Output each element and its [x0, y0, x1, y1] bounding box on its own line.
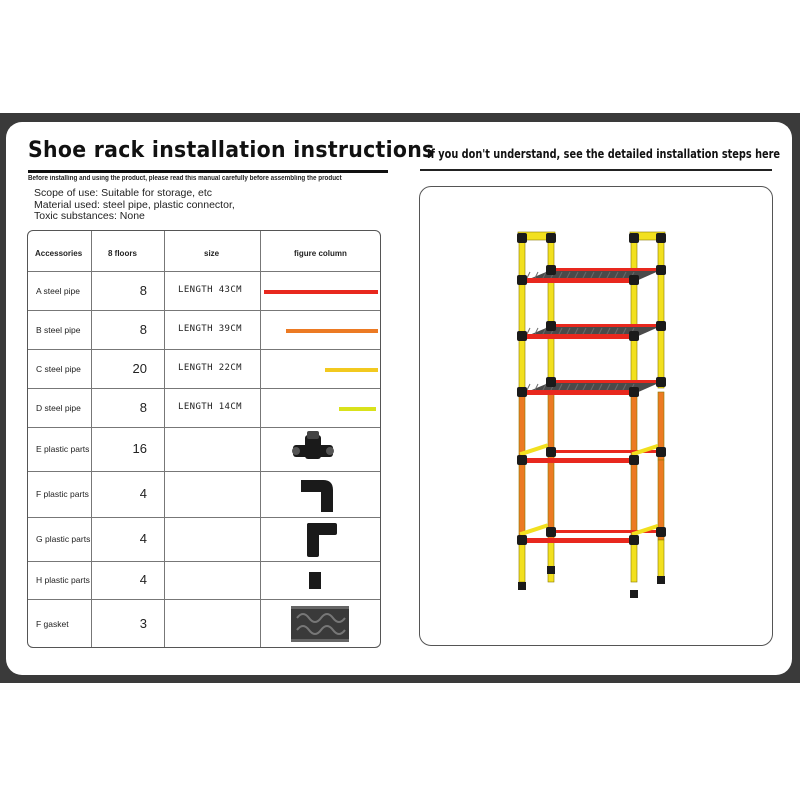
part-quantity: 8	[139, 321, 147, 337]
part-name: E plastic parts	[36, 444, 90, 454]
subtitle-note: Before installing and using the product, please read this manual carefully before assembling the product	[28, 175, 342, 182]
info-scope: Scope of use: Suitable for storage, etc	[34, 187, 213, 199]
part-quantity: 4	[139, 531, 147, 546]
part-name: F gasket	[36, 619, 69, 629]
part-quantity: 3	[139, 616, 147, 631]
info-toxic: Toxic substances: None	[34, 210, 145, 222]
part-quantity: 4	[139, 486, 147, 501]
part-size: LENGTH 14CM	[178, 401, 243, 412]
part-size: LENGTH 43CM	[178, 284, 243, 295]
header-figure: figure column	[294, 249, 347, 258]
part-quantity: 16	[132, 441, 147, 456]
part-quantity: 8	[139, 399, 147, 415]
part-size: LENGTH 39CM	[178, 323, 243, 334]
header-size: size	[204, 249, 220, 258]
part-name: A steel pipe	[36, 285, 80, 296]
part-quantity: 4	[139, 572, 147, 587]
part-name: H plastic parts	[36, 575, 90, 585]
header-accessories: Accessories	[35, 249, 83, 258]
page-title: Shoe rack installation instructions	[28, 138, 435, 163]
part-quantity: 20	[132, 360, 147, 376]
part-quantity: 8	[139, 282, 147, 298]
part-name: G plastic parts	[36, 534, 91, 544]
part-name: D steel pipe	[36, 402, 81, 413]
right-caption: If you don't understand, see the detailed installation steps here	[427, 146, 781, 161]
part-name: C steel pipe	[36, 363, 81, 374]
part-size: LENGTH 22CM	[178, 362, 243, 373]
part-name: B steel pipe	[36, 324, 81, 335]
info-material: Material used: steel pipe, plastic connector,	[34, 198, 235, 211]
header-floors: 8 floors	[108, 249, 137, 258]
part-name: F plastic parts	[36, 489, 89, 499]
